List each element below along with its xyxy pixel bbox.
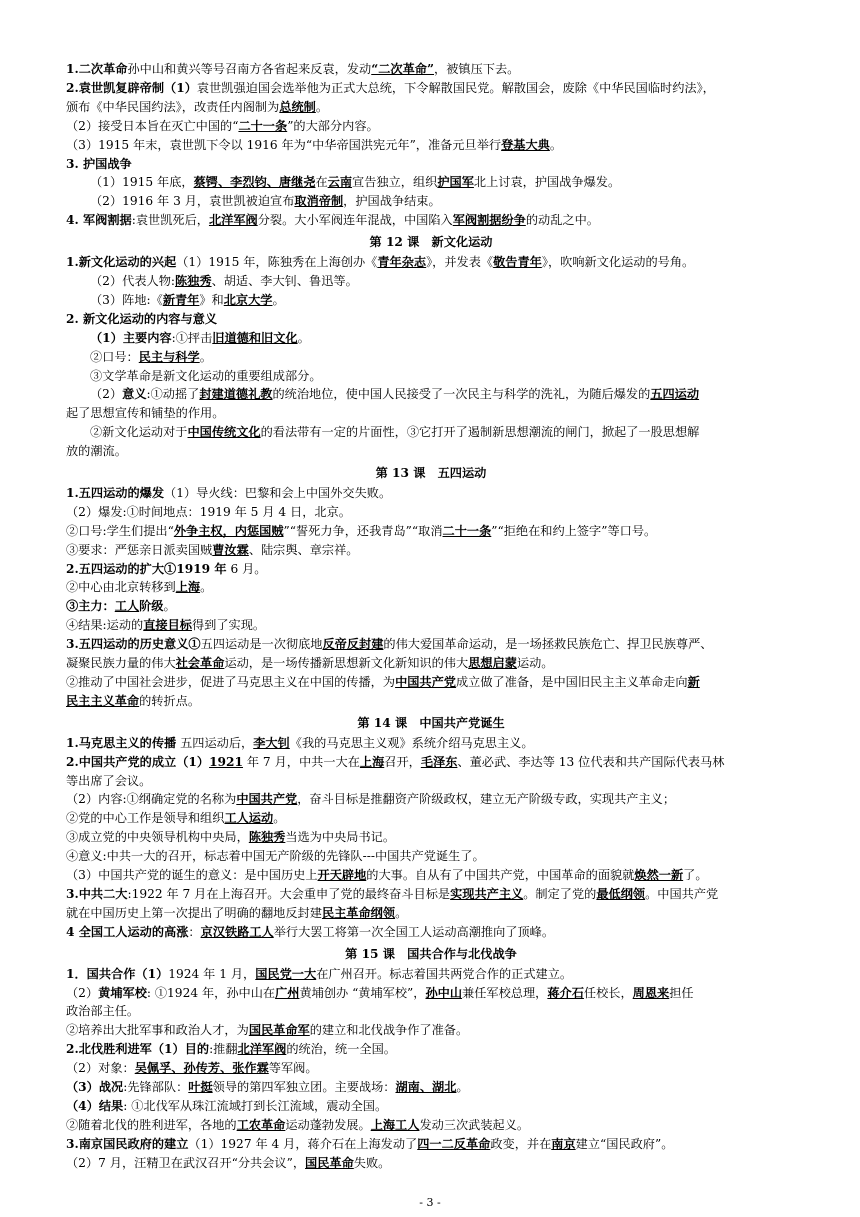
text-line: （2）对象：吴佩孚、孙传芳、张作霖等军阀。 xyxy=(66,1061,318,1076)
text-line: （1）主要内容:①抨击旧道德和旧文化。 xyxy=(90,330,310,345)
text-line: 1.二次革命孙中山和黄兴等号召南方各省起来反袁，发动“二次革命”，被镇压下去。 xyxy=(66,62,520,76)
text-line: （3）中国共产党的诞生的意义：是中国历史上开天辟地的大事。自从有了中国共产党，中国革命的面貌就焕然一新了。 xyxy=(66,868,708,883)
text-line: ②口号:学生们提出“外争主权，内惩国贼”“誓死力争，还我青岛”“取消二十一条”“拒绝在和约上签字”等口号。 xyxy=(66,523,657,538)
text-line: ②推动了中国社会进步，促进了马克思主义在中国的传播，为中国共产党成立做了准备，是中国旧民主主义革命走向新 xyxy=(66,675,700,689)
text-line: ③要求：严惩亲日派卖国贼曹汝霖、陆宗舆、章宗祥。 xyxy=(66,542,359,557)
text-line: 3.中共二大:1922 年 7 月在上海召开。大会重申了党的最终奋斗目标是实现共产主义。制定了党的最低纲领。中国共产党 xyxy=(66,886,719,901)
text-line: 1.马克思主义的传播 五四运动后，李大钊《我的马克思主义观》系统介绍马克思主义。 xyxy=(66,735,534,750)
text-line: （4）结果: ①北伐军从珠江流域打到长江流域，震动全国。 xyxy=(66,1098,388,1113)
lesson-heading: 第 15 课 国共合作与北伐战争 xyxy=(345,946,517,961)
text-line: 3. 护国战争 xyxy=(66,156,132,171)
text-line: 4. 军阀割据:袁世凯死后，北洋军阀分裂。大小军阀连年混战，中国陷入军阀割据纷争的动乱之中。 xyxy=(66,213,599,228)
text-line: 等出席了会议。 xyxy=(66,773,152,788)
text-line: （3）阵地:《新青年》和北京大学。 xyxy=(90,292,285,307)
text-line: （2）7 月，汪精卫在武汉召开“分共会议”，国民革命失败。 xyxy=(66,1155,391,1170)
text-line: ②培养出大批军事和政治人才，为国民革命军的建立和北伐战争作了准备。 xyxy=(66,1023,469,1038)
text-line: （1）1915 年底，蔡锷、李烈钧、唐继尧在云南宣告独立，组织护国军北上讨袁，护国战争爆发。 xyxy=(90,175,621,190)
text-line: （3）1915 年末，袁世凯下令以 1916 年为“中华帝国洪宪元年”，准备元旦举行登基大典。 xyxy=(66,137,563,152)
text-line: ②党的中心工作是领导和组织工人运动。 xyxy=(66,811,286,826)
text-line: 就在中国历史上第一次提出了明确的翻地反封建民主革命纲领。 xyxy=(66,905,408,920)
text-line: （3）战况:先锋部队：叶挺领导的第四军独立团。主要战场：湖南、湖北。 xyxy=(66,1080,469,1095)
text-line: （2）接受日本旨在灭亡中国的“二十一条”的大部分内容。 xyxy=(66,118,379,133)
text-line: 民主主义革命的转折点。 xyxy=(66,693,201,708)
text-line: ③成立党的中央领导机构中央局，陈独秀当选为中央局书记。 xyxy=(66,830,396,845)
text-line: 起了思想宣传和铺垫的作用。 xyxy=(66,406,225,421)
text-line: （2）爆发:①时间地点：1919 年 5 月 4 日，北京。 xyxy=(66,504,351,519)
text-line: 3.五四运动的历史意义①五四运动是一次彻底地反帝反封建的伟大爱国革命运动，是一场拯救民族危亡、捍卫民族尊严、 xyxy=(66,637,713,652)
text-line: ④意义:中共一大的召开，标志着中国无产阶级的先锋队---中国共产党诞生了。 xyxy=(66,849,485,864)
text-line: 2.中国共产党的成立（1）1921 年 7 月，中共一大在上海召开，毛泽东、董必武、李达等 13 位代表和共产国际代表马林 xyxy=(66,754,725,769)
text-line: 凝聚民族力量的伟大社会革命运动，是一场传播新思想新文化新知识的伟大思想启蒙运动。 xyxy=(66,656,554,671)
text-line: ③文学革命是新文化运动的重要组成部分。 xyxy=(90,368,322,383)
lesson-heading: 第 14 课 中国共产党诞生 xyxy=(357,715,505,730)
text-line: ②口号：民主与科学。 xyxy=(90,349,212,364)
text-line: 1.新文化运动的兴起（1）1915 年，陈独秀在上海创办《青年杂志》，并发表《敬告青年》，吹响新文化运动的号角。 xyxy=(66,255,695,270)
text-line: （2）1916 年 3 月，袁世凯被迫宣布取消帝制，护国战争结束。 xyxy=(90,194,441,209)
page-number: - 3 - xyxy=(419,1196,441,1209)
text-line: （2）黄埔军校: ①1924 年，孙中山在广州黄埔创办 “黄埔军校”，孙中山兼任军校总理，蒋介石任校长，周恩来担任 xyxy=(66,985,694,1000)
text-line: 1．国共合作（1）1924 年 1 月，国民党一大在广州召开。标志着国共两党合作的正式建立。 xyxy=(66,966,573,981)
text-line: 放的潮流。 xyxy=(66,444,127,459)
text-line: 2. 新文化运动的内容与意义 xyxy=(66,311,218,326)
text-line: 2.袁世凯复辟帝制（1）袁世凯强迫国会选举他为正式大总统，下令解散国民党。解散国会，废除《中华民国临时约法》， xyxy=(66,80,715,95)
text-line: 政治部主任。 xyxy=(66,1004,140,1019)
text-line: 2.北伐胜利进军（1）目的:推翻北洋军阀的统治，统一全国。 xyxy=(66,1042,396,1057)
text-line: ③主力：工人阶级。 xyxy=(66,599,176,614)
text-line: （2）意义:①动摇了封建道德礼教的统治地位，使中国人民接受了一次民主与科学的洗礼，为随后爆发的五四运动 xyxy=(90,387,700,402)
lesson-heading: 第 13 课 五四运动 xyxy=(375,466,487,481)
text-line: ②中心由北京转移到上海。 xyxy=(66,580,213,595)
text-line: 2.五四运动的扩大①1919 年 6 月。 xyxy=(66,561,267,576)
text-line: 3.南京国民政府的建立（1）1927 年 4 月，蒋介石在上海发动了四一二反革命政变，并在南京建立“国民政府”。 xyxy=(66,1136,674,1151)
text-line: 4 全国工人运动的高涨：京汉铁路工人举行大罢工将第一次全国工人运动高潮推向了顶峰。 xyxy=(66,924,555,939)
text-line: （2）内容:①纲确定党的名称为中国共产党，奋斗目标是推翻资产阶级政权，建立无产阶级专政，实现共产主义； xyxy=(66,792,676,807)
text-line: 1.五四运动的爆发（1）导火线：巴黎和会上中国外交失败。 xyxy=(66,485,392,500)
text-line: ②新文化运动对于中国传统文化的看法带有一定的片面性，③它打开了遏制新思想潮流的闸门，掀起了一股思想解 xyxy=(90,425,700,440)
text-line: ④结果:运动的直接目标得到了实现。 xyxy=(66,618,266,633)
text-line: （2）代表人物:陈独秀、胡适、李大钊、鲁迅等。 xyxy=(90,273,358,288)
text-line: 颁布《中华民国约法》，改责任内阁制为总统制。 xyxy=(66,99,329,114)
text-line: ②随着北伐的胜利进军，各地的工农革命运动蓬勃发展。上海工人发动三次武装起义。 xyxy=(66,1117,530,1132)
document-body xyxy=(66,60,796,1173)
lesson-heading: 第 12 课 新文化运动 xyxy=(369,235,493,250)
